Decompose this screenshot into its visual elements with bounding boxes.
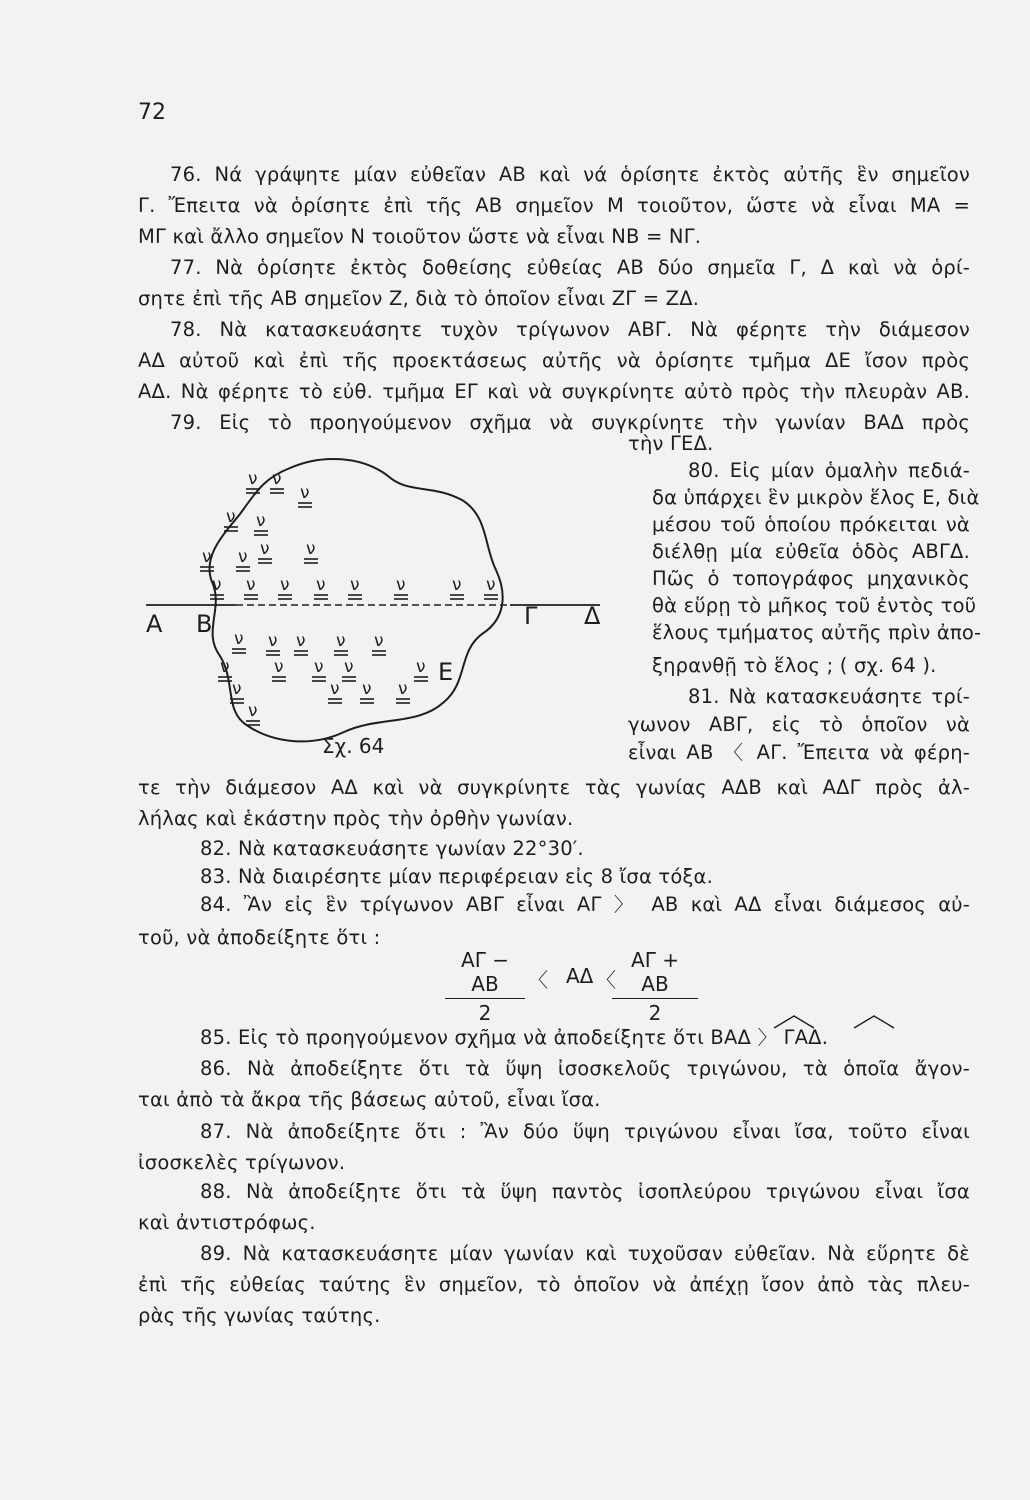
- text-line: μέσου τοῦ ὁποίου πρόκειται νὰ: [652, 513, 970, 536]
- marsh-symbol: ν: [416, 657, 426, 677]
- marsh-symbol: ν: [248, 469, 258, 489]
- marsh-symbol: ν: [238, 547, 248, 567]
- marsh-symbol: ν: [330, 679, 340, 699]
- label-a: Α: [146, 610, 163, 638]
- marsh-symbol: ν: [344, 657, 354, 677]
- marsh-symbol: ν: [234, 629, 244, 649]
- text-line: ρὰς τῆς γωνίας ταύτης.: [138, 1304, 381, 1327]
- label-e: Ε: [438, 658, 454, 686]
- marsh-symbol: ν: [226, 507, 236, 527]
- marsh-symbol: ν: [246, 575, 256, 595]
- label-g: Γ: [524, 602, 538, 630]
- text-line: 81. Νὰ κατασκευάσητε τρί-: [688, 685, 970, 708]
- marsh-symbol: ν: [220, 657, 230, 677]
- marsh-symbol: ν: [300, 483, 310, 503]
- marsh-symbol: ν: [452, 575, 462, 595]
- label-b: Β: [196, 610, 213, 638]
- text-line: δα ὑπάρχει ἓν μικρὸν ἕλος Ε, διὰ: [652, 486, 980, 509]
- fraction-right-denominator: 2: [648, 1001, 662, 1025]
- text-line: ται ἀπὸ τὰ ἄκρα τῆς βάσεως αὐτοῦ, εἶναι ἴσα.: [138, 1088, 601, 1111]
- marsh-symbol: ν: [296, 631, 306, 651]
- marsh-symbol: ν: [336, 631, 346, 651]
- marsh-symbol: ν: [486, 575, 496, 595]
- fraction-left: [445, 948, 525, 1025]
- marsh-symbol: ν: [316, 575, 326, 595]
- text-line: 89. Νὰ κατασκευάσητε μίαν γωνίαν καὶ τυχοῦσαν εὐθεῖαν. Νὰ εὕρητε δὲ: [200, 1242, 970, 1265]
- text-line: 82. Νὰ κατασκευάσητε γωνίαν 22°30′.: [200, 837, 584, 860]
- fraction-right-numerator: ΑΓ + ΑΒ: [631, 948, 679, 996]
- fraction-left-denominator: 2: [478, 1001, 492, 1025]
- marsh-symbol: ν: [362, 679, 372, 699]
- text-line: 88. Νὰ ἀποδείξητε ὅτι τὰ ὕψη παντὸς ἰσοπλεύρου τριγώνου εἶναι ἴσα: [200, 1180, 970, 1203]
- text-line: τε τὴν διάμεσον ΑΔ καὶ νὰ συγκρίνητε τὰς γωνίας ΑΔΒ καὶ ΑΔΓ πρὸς ἀλ-: [138, 776, 970, 799]
- marsh-symbol: ν: [274, 657, 284, 677]
- text-line: ΜΓ καὶ ἄλλο σημεῖον Ν τοιοῦτον ὥστε νὰ εἶναι ΝΒ = ΝΓ.: [138, 225, 702, 248]
- marsh-symbol: ν: [272, 469, 282, 489]
- text-line: θὰ εὕρῃ τὸ μῆκος τοῦ ἐντὸς τοῦ: [652, 594, 977, 617]
- label-d: Δ: [584, 602, 601, 630]
- marsh-symbol: ν: [398, 679, 408, 699]
- fraction-bar: [445, 998, 525, 999]
- text-line: 77. Νὰ ὁρίσητε ἐκτὸς δοθείσης εὐθείας ΑΒ δύο σημεῖα Γ, Δ καὶ νὰ ὁρί-: [170, 256, 970, 279]
- marsh-symbol: ν: [268, 631, 278, 651]
- marsh-symbol: ν: [396, 575, 406, 595]
- text-line: σητε ἐπὶ τῆς ΑΒ σημεῖον Ζ, διὰ τὸ ὁποῖον εἶναι ΖΓ = ΖΔ.: [138, 287, 700, 310]
- text-line: 86. Νὰ ἀποδείξητε ὅτι τὰ ὕψη ἰσοσκελοῦς τριγώνου, τὰ ὁποῖα ἄγον-: [200, 1057, 970, 1080]
- marsh-symbol: ν: [306, 539, 316, 559]
- text-line: ΑΔ αὐτοῦ καὶ ἐπὶ τῆς προεκτάσεως αὐτῆς νὰ ὁρίσητε τμῆμα ΔΕ ἴσον πρὸς: [138, 349, 970, 372]
- text-line: Πῶς ὁ τοπογράφος μηχανικὸς: [652, 567, 970, 590]
- marsh-symbol: ν: [256, 511, 266, 531]
- page-number: 72: [138, 100, 166, 125]
- text-line: Γ. Ἔπειτα νὰ ὁρίσητε ἐπὶ τῆς ΑΒ σημεῖον Μ τοιοῦτον, ὥστε νὰ εἶναι ΜΑ =: [138, 194, 970, 217]
- marsh-symbol: ν: [212, 575, 222, 595]
- fraction-right: [612, 948, 698, 1025]
- angle-hat-bad: [774, 1016, 814, 1028]
- text-line: 87. Νὰ ἀποδείξητε ὅτι : Ἂν δύο ὕψη τριγώνου εἶναι ἴσα, τοῦτο εἶναι: [200, 1120, 970, 1143]
- fraction-left-numerator: ΑΓ − ΑΒ: [461, 948, 509, 996]
- text-line: καὶ ἀντιστρόφως.: [138, 1211, 316, 1234]
- figure-marsh-diagram: [140, 450, 630, 770]
- text-line: λήλας καὶ ἑκάστην πρὸς τὴν ὀρθὴν γωνίαν.: [138, 807, 574, 830]
- text-line: 76. Νά γράψητε μίαν εὐθεῖαν ΑΒ καὶ νά ὁρίσητε ἐκτὸς αὐτῆς ἓν σημεῖον: [170, 163, 970, 186]
- text-line: 84. Ἂν εἰς ἓν τρίγωνον ΑΒΓ εἶναι ΑΓ 〉 ΑΒ καὶ ΑΔ εἶναι διάμεσος αὐ-: [200, 893, 970, 916]
- text-line: 78. Νὰ κατασκευάσητε τυχὸν τρίγωνον ΑΒΓ. Νὰ φέρητε τὴν διάμεσον: [170, 318, 970, 341]
- text-line: τοῦ, νὰ ἀποδείξητε ὅτι :: [138, 926, 381, 949]
- marsh-symbol: ν: [260, 539, 270, 559]
- text-line: ἰσοσκελὲς τρίγωνον.: [138, 1151, 346, 1174]
- text-line: ξηρανθῇ τὸ ἕλος ; ( σχ. 64 ).: [652, 654, 937, 677]
- marsh-symbol: ν: [248, 701, 258, 721]
- figure-caption: Σχ. 64: [322, 734, 385, 758]
- marsh-symbol: ν: [232, 679, 242, 699]
- text-line: 85. Εἰς τὸ προηγούμενον σχῆμα νὰ ἀποδείξητε ὅτι ΒΑΔ 〉 ΓΑΔ.: [200, 1026, 829, 1049]
- marsh-symbol: ν: [280, 575, 290, 595]
- text-line: 79. Εἰς τὸ προηγούμενον σχῆμα νὰ συγκρίνητε τὴν γωνίαν ΒΑΔ πρὸς: [170, 411, 970, 434]
- text-line: ἐπὶ τῆς εὐθείας ταύτης ἓν σημεῖον, τὸ ὁποῖον νὰ ἀπέχῃ ἴσον ἀπὸ τὰς πλευ-: [138, 1273, 970, 1296]
- less-than-sign: 〈: [528, 968, 548, 992]
- text-line: διέλθῃ μία εὐθεῖα ὁδὸς ΑΒΓΔ.: [652, 540, 970, 563]
- marsh-boundary: [209, 459, 502, 741]
- fraction-bar: [612, 998, 698, 999]
- text-line: ἕλους τμήματος αὐτῆς πρὶν ἀπο-: [652, 621, 982, 644]
- angle-hats: [770, 1012, 900, 1032]
- marsh-symbol: ν: [350, 575, 360, 595]
- text-line: εἶναι ΑΒ 〈 ΑΓ. Ἔπειτα νὰ φέρη-: [628, 741, 970, 764]
- text-line: τὴν ΓΕΔ.: [628, 432, 714, 455]
- less-than-sign: 〈: [596, 968, 616, 992]
- angle-hat-gad: [854, 1016, 894, 1028]
- formula-middle: ΑΔ: [566, 964, 594, 988]
- marsh-symbol: ν: [374, 631, 384, 651]
- text-line: 83. Νὰ διαιρέσητε μίαν περιφέρειαν εἰς 8 ἴσα τόξα.: [200, 865, 714, 888]
- text-line: 80. Εἰς μίαν ὁμαλὴν πεδιά-: [688, 459, 970, 482]
- marsh-symbol: ν: [314, 657, 324, 677]
- text-line: ΑΔ. Νὰ φέρητε τὸ εὐθ. τμῆμα ΕΓ καὶ νὰ συγκρίνητε αὐτὸ πρὸς τὴν πλευρὰν ΑΒ.: [138, 380, 970, 403]
- marsh-symbol: ν: [202, 547, 212, 567]
- marsh-symbol-bars: [200, 489, 498, 725]
- text-line: γωνον ΑΒΓ, εἰς τὸ ὁποῖον νὰ: [628, 713, 970, 736]
